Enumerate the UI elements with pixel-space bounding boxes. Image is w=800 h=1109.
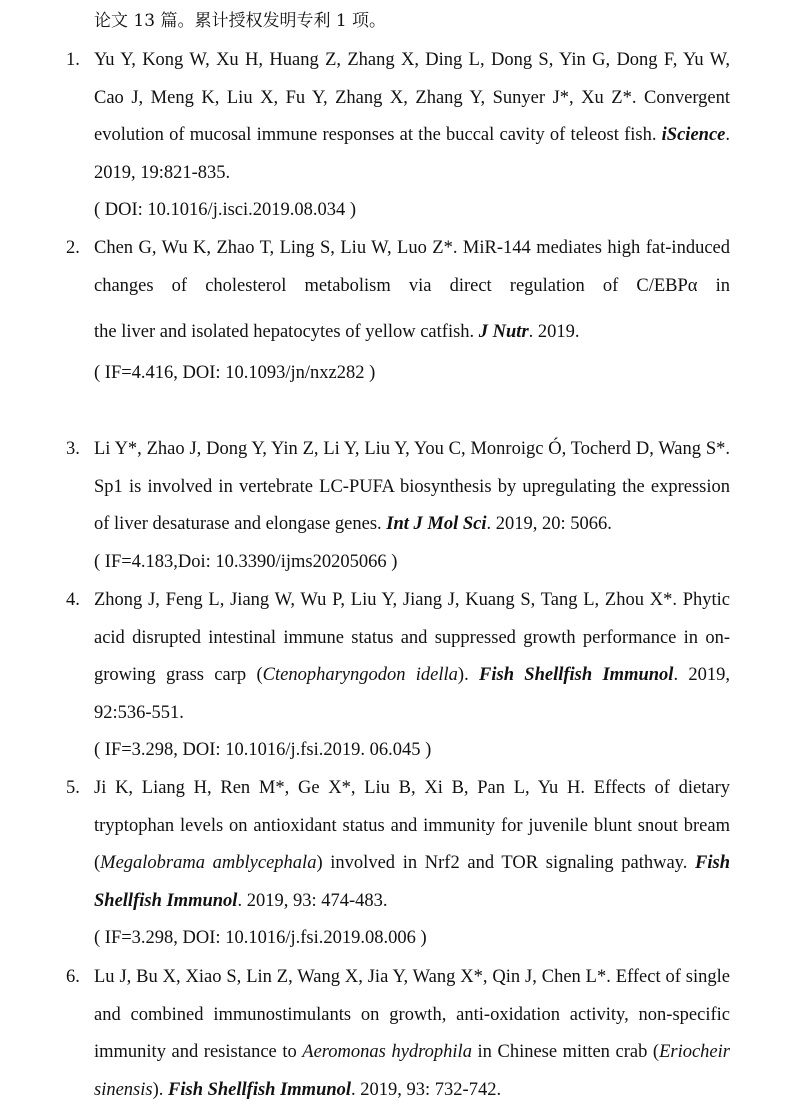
reference-volume-pages: . 2019, 92:536-551. xyxy=(94,665,730,723)
reference-volume-pages: . 2019, 19:821-835. xyxy=(94,125,730,183)
reference-citation xyxy=(94,770,730,920)
reference-citation xyxy=(94,582,730,732)
reference-doi: ( IF=4.416, DOI: 10.1093/jn/nxz282 ) xyxy=(94,362,376,383)
reference-species-name: Aeromonas hydrophila xyxy=(302,1042,472,1062)
reference-number: 4. xyxy=(66,590,80,610)
reference-citation xyxy=(94,431,730,544)
reference-title-end: ) involved in Nrf2 and TOR signaling pathway. xyxy=(316,853,696,873)
reference-item-2 xyxy=(66,230,730,392)
reference-citation xyxy=(94,959,730,1109)
reference-authors-title: Yu Y, Kong W, Xu H, Huang Z, Zhang X, Ding L, Dong S, Yin G, Dong F, Yu W, Cao J, Meng K, Liu X, Fu Y, Zhang X, Zhang Y, Sunyer J*, Xu Z*. Convergent evolution of mucosal immune responses at the buccal cavity of teleost fish. xyxy=(94,50,730,145)
reference-authors-title: Li Y*, Zhao J, Dong Y, Yin Z, Li Y, Liu Y, You C, Monroigc Ó, Tocherd D, Wang S*. Sp1 is involved in vertebrate LC-PUFA biosynthesis by upregulating the expression of liver desaturase and elongase genes. xyxy=(94,439,730,534)
reference-journal: Fish Shellfish Immunol xyxy=(479,665,674,685)
reference-citation-continued xyxy=(94,314,730,352)
reference-item-4 xyxy=(66,582,730,770)
reference-item-3 xyxy=(66,431,730,581)
reference-species-name-2: Eriocheir sinensis xyxy=(94,1042,730,1100)
reference-volume-pages: . 2019, 20: 5066. xyxy=(486,514,612,534)
reference-authors-title: Zhong J, Feng L, Jiang W, Wu P, Liu Y, Jiang J, Kuang S, Tang L, Zhou X*. Phytic acid disrupted intestinal immune status and suppressed growth performance in on-growing grass carp ( xyxy=(94,590,730,685)
reference-number: 3. xyxy=(66,439,80,459)
reference-authors-title: Ji K, Liang H, Ren M*, Ge X*, Liu B, Xi B, Pan L, Yu H. Effects of dietary tryptophan levels on antioxidant status and immunity for juvenile blunt snout bream ( xyxy=(94,778,730,873)
reference-title-end: ). xyxy=(457,665,480,685)
reference-item-6 xyxy=(66,959,730,1109)
reference-doi: ( IF=4.183,Doi: 10.3390/ijms20205066 ) xyxy=(94,551,398,572)
reference-authors-title: Chen G, Wu K, Zhao T, Ling S, Liu W, Luo Z*. MiR-144 mediates high fat-induced changes of cholesterol metabolism via direct regulation of C/EBPα in xyxy=(94,238,730,296)
reference-citation xyxy=(94,42,730,192)
reference-journal: Int J Mol Sci xyxy=(386,514,487,534)
intro-text: 论文 13 篇。累计授权发明专利 1 项。 xyxy=(94,11,387,31)
reference-number: 2. xyxy=(66,238,80,258)
reference-species-name: Megalobrama amblycephala xyxy=(100,853,317,873)
reference-journal: Fish Shellfish Immunol xyxy=(168,1079,352,1100)
reference-number: 5. xyxy=(66,778,80,798)
reference-number: 1. xyxy=(66,50,80,70)
reference-doi: ( IF=3.298, DOI: 10.1016/j.fsi.2019. 06.045 ) xyxy=(94,740,432,760)
reference-journal: iScience xyxy=(661,125,726,145)
reference-volume-pages: . 2019, 93: 474-483. xyxy=(237,890,388,911)
reference-title-end: the liver and isolated hepatocytes of yellow catfish. xyxy=(94,322,479,342)
reference-citation xyxy=(94,230,730,305)
reference-title-middle: in Chinese mitten crab ( xyxy=(471,1042,660,1062)
reference-authors-title: Lu J, Bu X, Xiao S, Lin Z, Wang X, Jia Y, Wang X*, Qin J, Chen L*. Effect of single and combined immunostimulants on growth, anti-oxidation activity, non-specific immunity and resistance to xyxy=(94,967,730,1062)
reference-species-name: Ctenopharyngodon idella xyxy=(262,665,458,685)
reference-doi: ( DOI: 10.1016/j.isci.2019.08.034 ) xyxy=(94,200,357,220)
reference-journal: J Nutr xyxy=(478,322,529,342)
reference-volume-pages: . 2019. xyxy=(528,322,580,342)
reference-title-end: ). xyxy=(152,1079,169,1100)
reference-doi: ( IF=3.298, DOI: 10.1016/j.fsi.2019.08.006 ) xyxy=(94,928,427,948)
reference-item-5 xyxy=(66,770,730,958)
reference-journal: Fish Shellfish Immunol xyxy=(94,853,730,911)
reference-item-1 xyxy=(66,42,730,230)
reference-volume-pages: . 2019, 93: 732-742. xyxy=(351,1079,502,1100)
reference-number: 6. xyxy=(66,967,80,987)
